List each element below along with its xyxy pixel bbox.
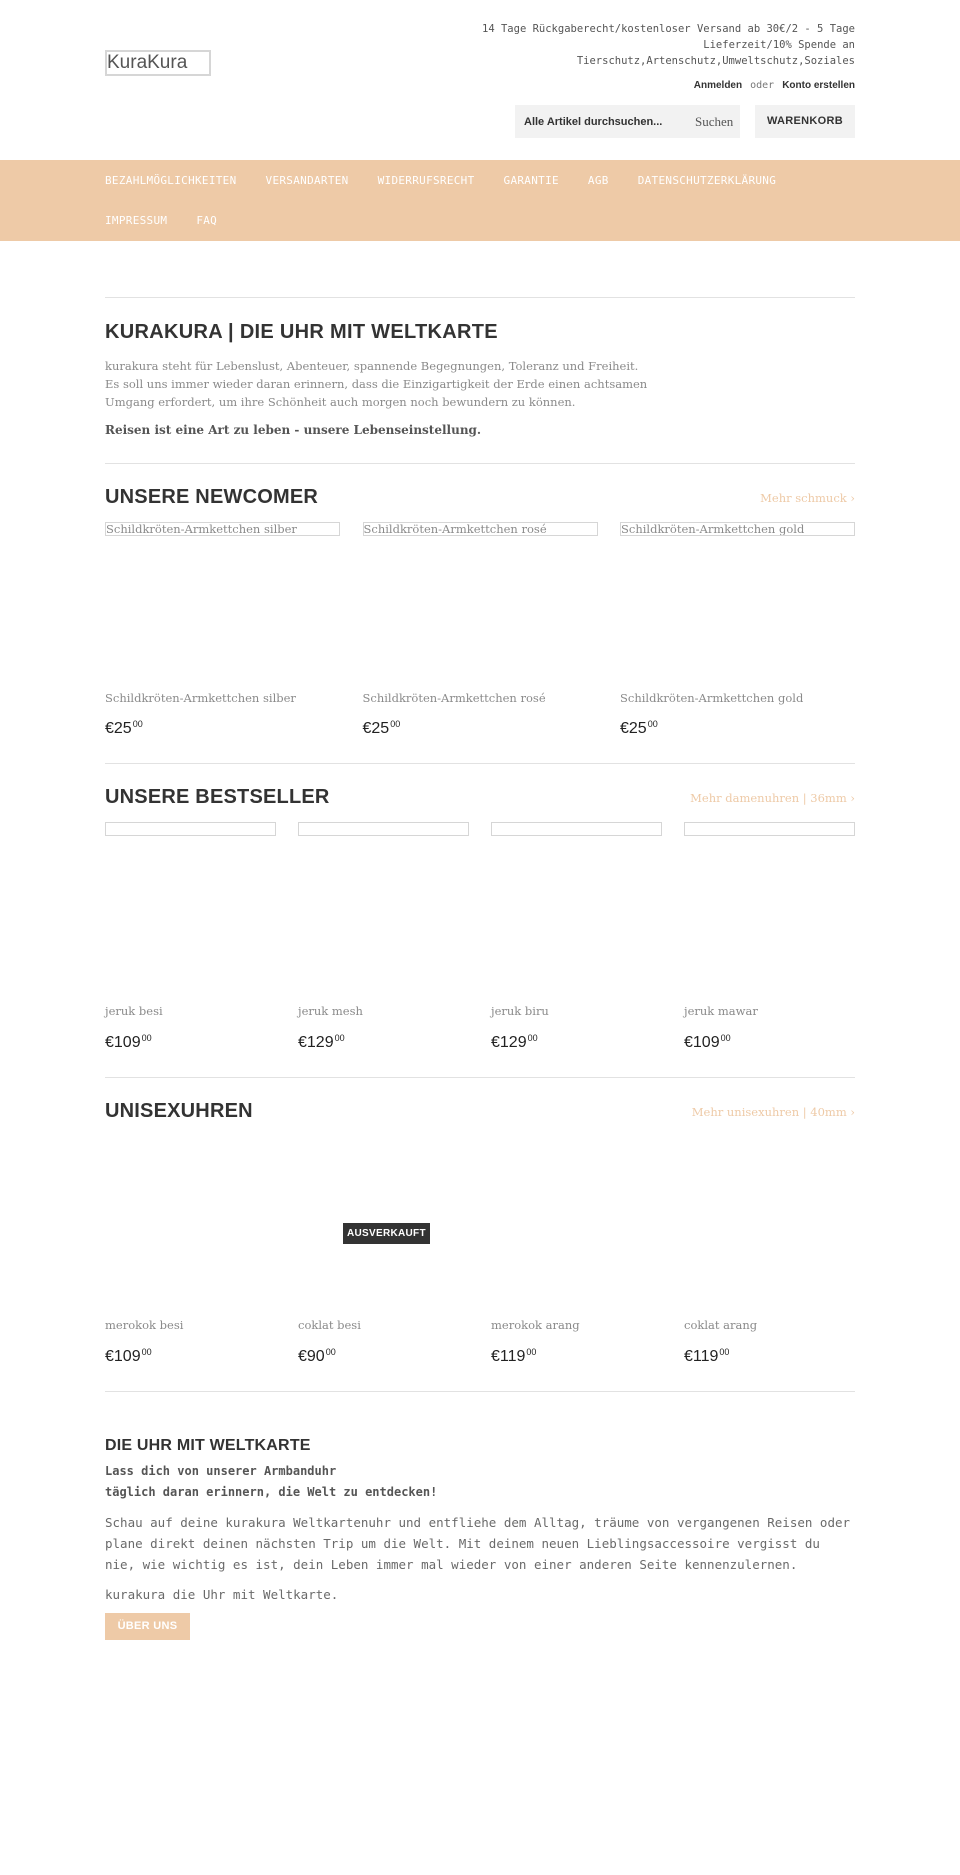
divider xyxy=(105,297,855,298)
price-value: €25 xyxy=(105,720,132,737)
promo-text: 14 Tage Rückgaberecht/kostenloser Versand ab 30€/2 - 5 Tage Lieferzeit/10% Spende an Tierschutz,Artenschutz,Umweltschutz,Soziales xyxy=(482,23,855,67)
unisex-header xyxy=(105,1100,855,1123)
product-card[interactable] xyxy=(105,522,340,740)
price-value: €25 xyxy=(362,720,390,737)
search-button[interactable]: Suchen xyxy=(695,113,734,129)
about-bold-line: täglich daran erinnern, die Welt zu entdecken! xyxy=(105,1485,438,1499)
bestseller-grid xyxy=(105,822,855,1054)
bestseller-header xyxy=(105,786,855,809)
divider xyxy=(105,763,855,764)
main-nav xyxy=(0,160,960,241)
logo-link[interactable]: KuraKura xyxy=(105,50,211,76)
divider xyxy=(105,463,855,464)
price-value: €119 xyxy=(491,1348,526,1365)
product-name[interactable]: jeruk besi xyxy=(105,1004,163,1018)
newcomer-more-link[interactable]: Mehr schmuck › xyxy=(760,490,855,505)
product-card[interactable] xyxy=(298,1136,469,1368)
price-cents: 00 xyxy=(526,1347,537,1357)
search-input[interactable] xyxy=(515,105,695,138)
product-card[interactable] xyxy=(684,822,855,1054)
search-form xyxy=(515,105,740,138)
product-price xyxy=(684,1347,729,1366)
about-tagline: kurakura die Uhr mit Weltkarte. xyxy=(105,1587,339,1602)
product-price xyxy=(105,1347,152,1366)
sold-out-badge: AUSVERKAUFT xyxy=(343,1223,430,1244)
divider xyxy=(105,1391,855,1392)
divider xyxy=(105,1077,855,1078)
nav-item-imprint[interactable]: IMPRESSUM xyxy=(105,214,168,227)
about-title: DIE UHR MIT WELTKARTE xyxy=(105,1437,311,1454)
or-text: oder xyxy=(750,80,775,91)
about-us-button[interactable]: ÜBER UNS xyxy=(105,1613,190,1640)
price-cents: 00 xyxy=(132,719,143,729)
cart-button[interactable]: WARENKORB xyxy=(755,105,855,138)
login-link[interactable]: Anmelden xyxy=(693,80,743,91)
nav-item-warranty[interactable]: GARANTIE xyxy=(503,174,559,187)
price-value: €119 xyxy=(684,1348,719,1365)
product-name[interactable]: coklat arang xyxy=(684,1318,758,1332)
product-image[interactable] xyxy=(298,1136,469,1150)
price-cents: 00 xyxy=(527,1033,538,1043)
nav-item-shipping[interactable]: VERSANDARTEN xyxy=(265,174,349,187)
product-price xyxy=(684,1033,731,1052)
price-cents: 00 xyxy=(720,1033,731,1043)
product-name[interactable]: Schildkröten-Armkettchen rosé xyxy=(362,691,546,705)
product-card[interactable] xyxy=(491,822,662,1054)
bestseller-more-link[interactable]: Mehr damenuhren | 36mm › xyxy=(690,790,855,805)
nav-item-privacy[interactable]: DATENSCHUTZERKLÄRUNG xyxy=(637,174,777,187)
about-bold-line: Lass dich von unserer Armbanduhr xyxy=(105,1464,337,1478)
unisex-more-link[interactable]: Mehr unisexuhren | 40mm › xyxy=(691,1104,855,1119)
nav-item-withdrawal[interactable]: WIDERRUFSRECHT xyxy=(377,174,475,187)
product-card[interactable] xyxy=(684,1136,855,1368)
unisex-grid xyxy=(105,1136,855,1368)
newcomer-grid xyxy=(105,522,855,740)
main-content xyxy=(105,297,855,1640)
product-name[interactable]: Schildkröten-Armkettchen silber xyxy=(105,691,296,705)
price-cents: 00 xyxy=(141,1347,152,1357)
price-cents: 00 xyxy=(141,1033,152,1043)
price-cents: 00 xyxy=(390,719,401,729)
account-links xyxy=(694,80,855,91)
product-price xyxy=(491,1033,538,1052)
price-cents: 00 xyxy=(334,1033,345,1043)
product-image[interactable] xyxy=(105,1136,276,1150)
product-image[interactable]: Schildkröten-Armkettchen rosé xyxy=(363,522,598,536)
register-link[interactable]: Konto erstellen xyxy=(782,80,855,91)
newcomer-title: UNSERE NEWCOMER xyxy=(105,486,319,508)
price-value: €90 xyxy=(298,1348,325,1365)
product-name[interactable]: jeruk mesh xyxy=(298,1004,363,1018)
product-image[interactable] xyxy=(684,1136,855,1150)
product-card[interactable] xyxy=(363,522,598,740)
product-image[interactable] xyxy=(298,822,469,836)
product-price xyxy=(298,1347,336,1366)
product-name[interactable]: merokok besi xyxy=(105,1318,184,1332)
price-value: €25 xyxy=(620,720,647,737)
product-name[interactable]: coklat besi xyxy=(298,1318,361,1332)
product-image[interactable] xyxy=(491,1136,662,1150)
about-text: Schau auf deine kurakura Weltkartenuhr und entfliehe dem Alltag, träume von vergangenen Reisen oder plane direkt deinen nächsten Trip um die Welt. Mit deinem neuen Lieblingsaccessoire vergisst du nie, wie wichtig es ist, dein Leben immer mal wieder von einer anderen Seite kennenzulernen. xyxy=(105,1515,851,1572)
price-value: €109 xyxy=(105,1348,141,1365)
product-image[interactable] xyxy=(684,822,855,836)
product-name[interactable]: Schildkröten-Armkettchen gold xyxy=(620,691,804,705)
product-name[interactable]: jeruk biru xyxy=(491,1004,549,1018)
site-header xyxy=(105,0,855,160)
intro-text: kurakura steht für Lebenslust, Abenteuer, spannende Begegnungen, Toleranz und Freiheit. Es soll uns immer wieder daran erinnern, dass die Einzigartigkeit der Erde einen achtsamen Umgang erfordert, um ihre Schönheit auch morgen noch bewundern zu können. xyxy=(105,359,648,409)
product-price xyxy=(105,719,143,738)
product-image[interactable] xyxy=(491,822,662,836)
intro-title: KURAKURA | DIE UHR MIT WELTKARTE xyxy=(105,321,498,343)
nav-item-faq[interactable]: FAQ xyxy=(196,214,218,227)
product-price xyxy=(363,719,401,738)
product-image[interactable] xyxy=(105,822,276,836)
nav-item-agb[interactable]: AGB xyxy=(587,174,609,187)
bestseller-title: UNSERE BESTSELLER xyxy=(105,786,330,808)
intro-bold-text: Reisen ist eine Art zu leben - unsere Lebenseinstellung. xyxy=(105,423,482,437)
price-value: €109 xyxy=(105,1034,141,1051)
product-card[interactable] xyxy=(298,822,469,1054)
product-card[interactable] xyxy=(105,822,276,1054)
product-price xyxy=(298,1033,345,1052)
product-name[interactable]: jeruk mawar xyxy=(684,1004,758,1018)
product-card[interactable] xyxy=(491,1136,662,1368)
price-cents: 00 xyxy=(647,719,658,729)
product-image[interactable]: Schildkröten-Armkettchen silber xyxy=(105,522,340,536)
product-card[interactable] xyxy=(620,522,855,740)
price-value: €109 xyxy=(684,1034,720,1051)
unisex-title: UNISEXUHREN xyxy=(105,1100,253,1122)
product-image[interactable]: Schildkröten-Armkettchen gold xyxy=(620,522,855,536)
price-value: €129 xyxy=(298,1034,334,1051)
product-price xyxy=(491,1347,536,1366)
nav-item-payment[interactable]: BEZAHLMÖGLICHKEITEN xyxy=(105,174,237,187)
about-button-wrap xyxy=(105,1613,855,1640)
product-card[interactable] xyxy=(105,1136,276,1368)
price-cents: 00 xyxy=(719,1347,730,1357)
newcomer-header xyxy=(105,486,855,509)
price-value: €129 xyxy=(491,1034,527,1051)
product-price xyxy=(105,1033,152,1052)
product-name[interactable]: merokok arang xyxy=(491,1318,580,1332)
price-cents: 00 xyxy=(325,1347,336,1357)
product-price xyxy=(620,719,658,738)
